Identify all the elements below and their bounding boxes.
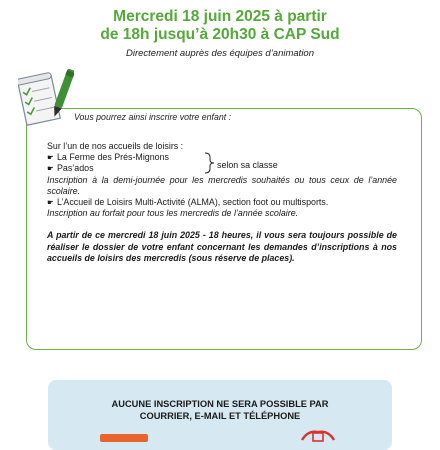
hand-pointer-icon: ☛ [47, 198, 54, 208]
forfait-note: Inscription au forfait pour tous les mercredis de l’année scolaire. [47, 208, 299, 219]
checklist-pen-icon [18, 66, 74, 133]
card-content [47, 141, 397, 264]
warning-text [48, 398, 392, 422]
list-item [47, 197, 397, 208]
warning-line-2: COURRIER, E-MAIL ET TÉLÉPHONE [139, 411, 301, 421]
subtitle: Directement auprès des équipes d’animation [126, 48, 314, 59]
half-day-note: Inscription à la demi-journée pour les mercredis souhaités ou tous ceux de l’année scolaire. [47, 174, 397, 196]
card-label: Vous pourrez ainsi inscrire votre enfant : [74, 112, 232, 122]
title-line-2: de 18h jusqu’à 20h30 à CAP Sud [100, 26, 340, 43]
warning-line-1: AUCUNE INSCRIPTION NE SERA POSSIBLE PAR [111, 399, 329, 409]
list-item-label: L’Accueil de Loisirs Multi-Activité (ALMA), section foot ou multisports. [57, 197, 329, 208]
brace-icon [203, 152, 215, 174]
mail-icon [100, 434, 148, 442]
bullet-list [47, 152, 397, 174]
title-line-1: Mercredi 18 juin 2025 à partir [113, 8, 327, 25]
hand-pointer-icon: ☛ [47, 153, 54, 163]
header [0, 8, 440, 59]
phone-icon [298, 430, 338, 442]
closing-text: A partir de ce mercredi 18 juin 2025 - 18 heures, il vous sera toujours possible de réaliser le dossier de votre enfant concernant les demandes d’inscriptions à nos accueils de loisirs des mercredis (sous réserve de places). [47, 230, 397, 263]
brace-note: selon sa classe [217, 160, 278, 171]
hand-pointer-icon: ☛ [47, 164, 54, 174]
intro-text: Sur l’un de nos accueils de loisirs : [47, 141, 184, 151]
list-item-label: La Ferme des Prés-Mignons [57, 152, 169, 163]
list-item-label: Pas’ados [57, 163, 94, 174]
